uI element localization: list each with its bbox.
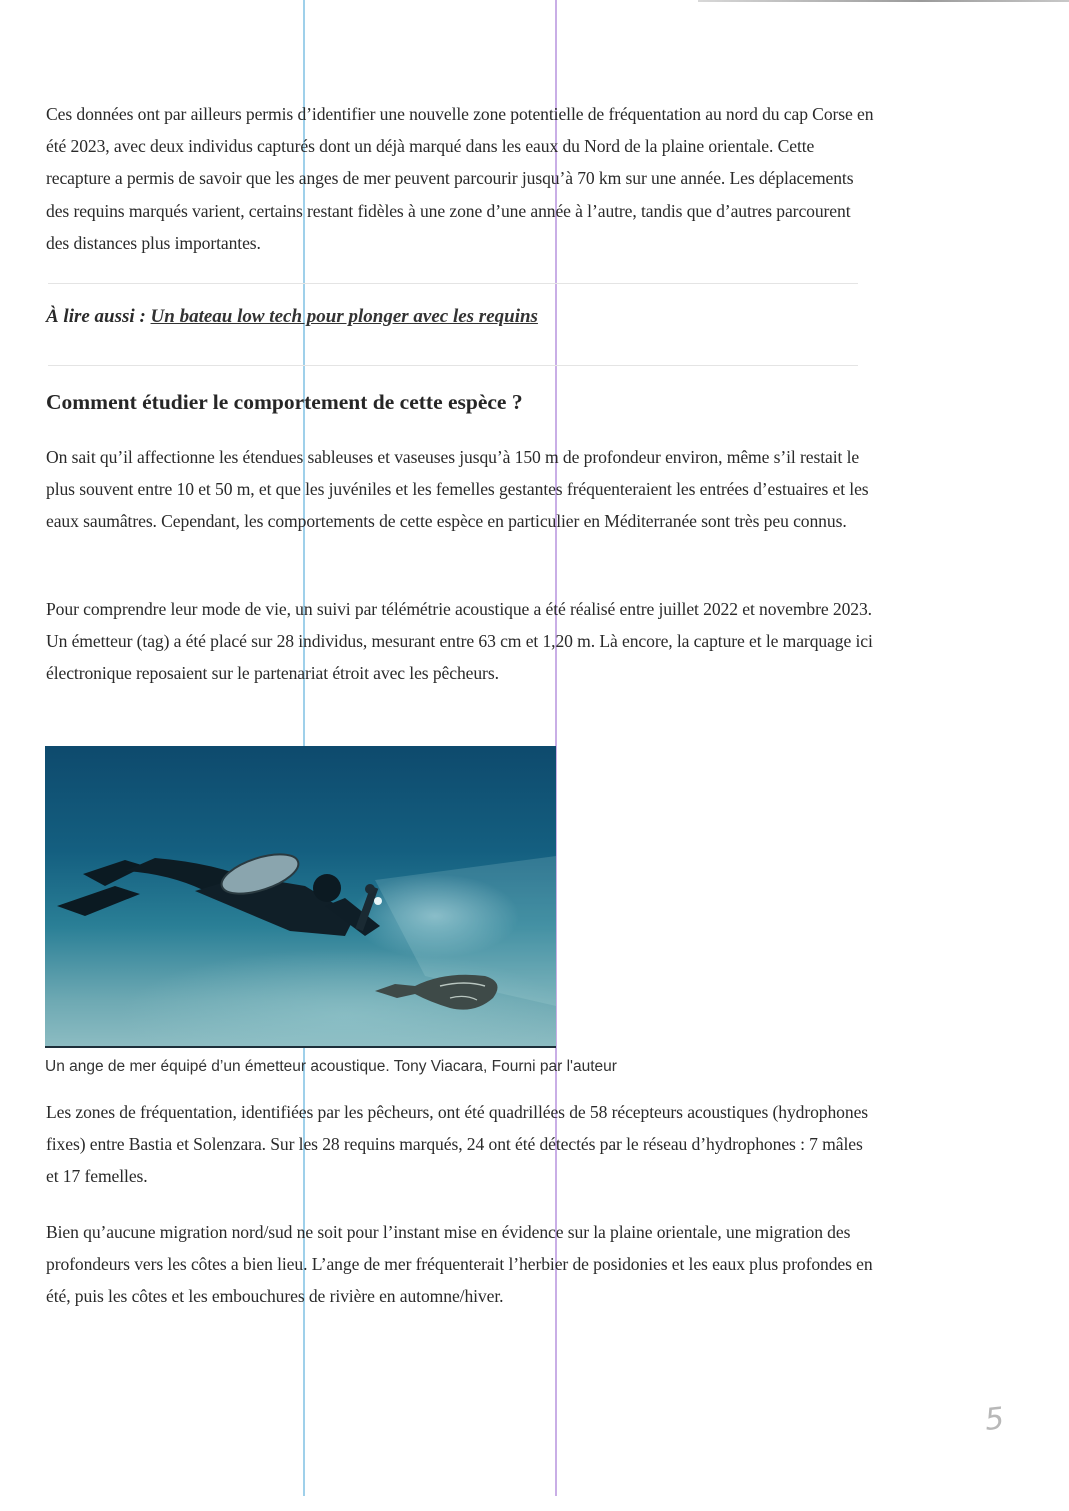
paragraph-migration: Bien qu’aucune migration nord/sud ne soit pour l’instant mise en évidence sur la plaine orientale, une migration des profondeurs vers les côtes a bien lieu. L’ange de mer fréquenterait l’herbier de posidonies et les eaux plus profondes en été, puis les côtes et les embouchures de rivière en automne/hiver. [46, 1222, 873, 1307]
top-rule [698, 0, 1069, 2]
divider-bottom [48, 365, 858, 366]
figure-photo [45, 746, 556, 1048]
paragraph-intro: Ces données ont par ailleurs permis d’identifier une nouvelle zone potentielle de fréquentation au nord du cap Corse en été 2023, avec deux individus capturés dont un déjà marqué dans les eaux du Nord de la plaine orientale. Cette recapture a permis de savoir que les anges de mer peuvent parcourir jusqu’à 70 km sur une année. Les déplacements des requins marqués varient, certains restant fidèles à une zone d’une année à l’autre, tandis que d’autres parcourent des distances plus importantes. [46, 104, 874, 253]
page-number: 5 [983, 1401, 1006, 1438]
read-also-link[interactable]: Un bateau low tech pour plonger avec les requins [150, 306, 538, 327]
paragraph-telemetry: Pour comprendre leur mode de vie, un suivi par télémétrie acoustique a été réalisé entre juillet 2022 et novembre 2023. Un émetteur (tag) a été placé sur 28 individus, mesurant entre 63 cm et 1,20 m. Là encore, la capture et le marquage ici électronique reposaient sur le partenariat étroit avec les pêcheurs. [46, 599, 873, 684]
figure-caption: Un ange de mer équipé d’un émetteur acoustique. Tony Viacara, Fourni par l'auteur [45, 1058, 617, 1075]
diver-shark-illustration [45, 746, 556, 1046]
section-heading: Comment étudier le comportement de cette espèce ? [46, 390, 523, 414]
paragraph-habitat: On sait qu’il affectionne les étendues sableuses et vaseuses jusqu’à 150 m de profondeur environ, même s’il restait le plus souvent entre 10 et 50 m, et que les juvéniles et les femelles gestantes fréquenteraient les entrées d’estuaires et les eaux saumâtres. Cependant, les comportements de cette espèce en particulier en Méditerranée sont très peu connus. [46, 447, 869, 532]
paragraph-receivers: Les zones de fréquentation, identifiées par les pêcheurs, ont été quadrillées de 58 récepteurs acoustiques (hydrophones fixes) entre Bastia et Solenzara. Sur les 28 requins marqués, 24 ont été détectés par le réseau d’hydrophones : 7 mâles et 17 femelles. [46, 1102, 869, 1187]
read-also-label: À lire aussi : [46, 306, 151, 327]
read-also [46, 306, 538, 328]
divider-top [48, 283, 858, 284]
